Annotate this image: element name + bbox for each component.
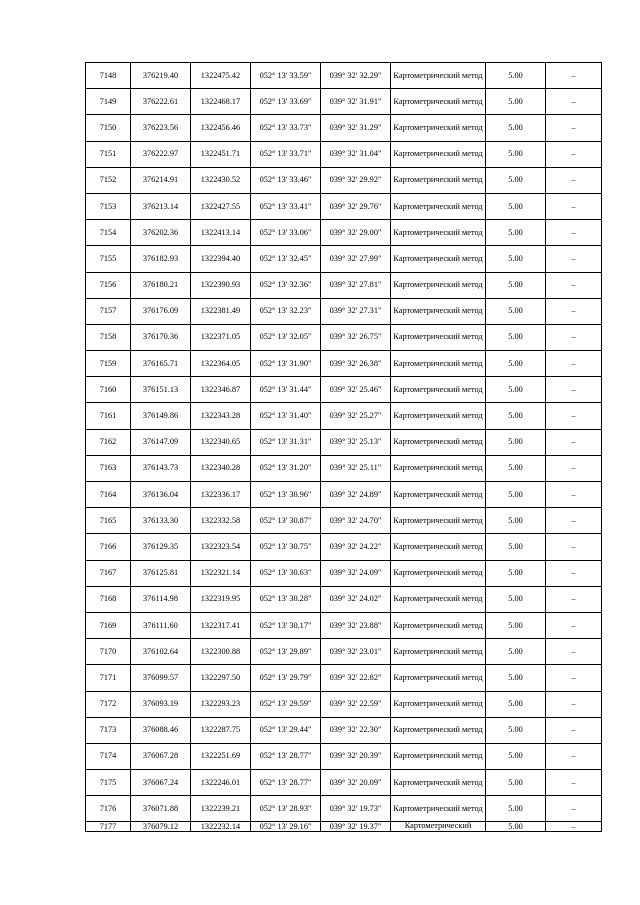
latitude-cell: 052° 13' 28.93" (251, 796, 321, 822)
latitude-cell: 052° 13' 30.63" (251, 560, 321, 586)
latitude-cell: 052° 13' 28.77" (251, 770, 321, 796)
x-coordinate-cell: 376147.09 (131, 429, 191, 455)
method-cell: Картометрический метод (391, 89, 486, 115)
x-coordinate-cell: 376213.14 (131, 193, 191, 219)
x-coordinate-cell: 376222.97 (131, 141, 191, 167)
x-coordinate-cell: 376219.40 (131, 63, 191, 89)
y-coordinate-cell: 1322381.49 (191, 298, 251, 324)
point-number-cell: 7174 (86, 743, 131, 769)
note-cell: – (546, 89, 602, 115)
table-row (86, 534, 602, 560)
point-number-cell: 7170 (86, 639, 131, 665)
accuracy-cell: 5.00 (486, 508, 546, 534)
note-cell: – (546, 63, 602, 89)
longitude-cell: 039° 32' 27.31" (321, 298, 391, 324)
x-coordinate-cell: 376102.64 (131, 639, 191, 665)
longitude-cell: 039° 32' 19.73" (321, 796, 391, 822)
y-coordinate-cell: 1322371.05 (191, 324, 251, 350)
point-number-cell: 7177 (86, 822, 131, 832)
method-cell: Картометрический (391, 822, 486, 832)
x-coordinate-cell: 376151.13 (131, 377, 191, 403)
table-row (86, 429, 602, 455)
accuracy-cell: 5.00 (486, 482, 546, 508)
x-coordinate-cell: 376176.09 (131, 298, 191, 324)
point-number-cell: 7151 (86, 141, 131, 167)
table-row (86, 560, 602, 586)
y-coordinate-cell: 1322287.75 (191, 717, 251, 743)
method-cell: Картометрический метод (391, 63, 486, 89)
method-cell: Картометрический метод (391, 377, 486, 403)
note-cell: – (546, 351, 602, 377)
longitude-cell: 039° 32' 22.59" (321, 691, 391, 717)
latitude-cell: 052° 13' 28.77" (251, 743, 321, 769)
longitude-cell: 039° 32' 31.04" (321, 141, 391, 167)
accuracy-cell: 5.00 (486, 298, 546, 324)
accuracy-cell: 5.00 (486, 324, 546, 350)
table-row (86, 351, 602, 377)
accuracy-cell: 5.00 (486, 691, 546, 717)
accuracy-cell: 5.00 (486, 89, 546, 115)
method-cell: Картометрический метод (391, 298, 486, 324)
latitude-cell: 052° 13' 31.44" (251, 377, 321, 403)
method-cell: Картометрический метод (391, 534, 486, 560)
note-cell: – (546, 246, 602, 272)
y-coordinate-cell: 1322300.88 (191, 639, 251, 665)
x-coordinate-cell: 376182.93 (131, 246, 191, 272)
longitude-cell: 039° 32' 25.13" (321, 429, 391, 455)
method-cell: Картометрический метод (391, 665, 486, 691)
point-number-cell: 7157 (86, 298, 131, 324)
note-cell: – (546, 639, 602, 665)
table-row (86, 665, 602, 691)
accuracy-cell: 5.00 (486, 612, 546, 638)
table-row (86, 717, 602, 743)
latitude-cell: 052° 13' 29.16" (251, 822, 321, 832)
y-coordinate-cell: 1322475.42 (191, 63, 251, 89)
note-cell: – (546, 272, 602, 298)
point-number-cell: 7152 (86, 167, 131, 193)
table-row (86, 796, 602, 822)
accuracy-cell: 5.00 (486, 246, 546, 272)
accuracy-cell: 5.00 (486, 429, 546, 455)
point-number-cell: 7159 (86, 351, 131, 377)
note-cell: – (546, 193, 602, 219)
latitude-cell: 052° 13' 29.44" (251, 717, 321, 743)
method-cell: Картометрический метод (391, 586, 486, 612)
point-number-cell: 7163 (86, 455, 131, 481)
method-cell: Картометрический метод (391, 115, 486, 141)
latitude-cell: 052° 13' 33.69" (251, 89, 321, 115)
x-coordinate-cell: 376114.98 (131, 586, 191, 612)
longitude-cell: 039° 32' 31.91" (321, 89, 391, 115)
point-number-cell: 7169 (86, 612, 131, 638)
table-row (86, 167, 602, 193)
method-cell: Картометрический метод (391, 455, 486, 481)
note-cell: – (546, 822, 602, 832)
note-cell: – (546, 324, 602, 350)
point-number-cell: 7156 (86, 272, 131, 298)
table-row (86, 272, 602, 298)
method-cell: Картометрический метод (391, 770, 486, 796)
x-coordinate-cell: 376133.30 (131, 508, 191, 534)
point-number-cell: 7168 (86, 586, 131, 612)
note-cell: – (546, 796, 602, 822)
y-coordinate-cell: 1322232.14 (191, 822, 251, 832)
longitude-cell: 039° 32' 32.29" (321, 63, 391, 89)
latitude-cell: 052° 13' 31.40" (251, 403, 321, 429)
note-cell: – (546, 534, 602, 560)
table-row (86, 89, 602, 115)
longitude-cell: 039° 32' 25.46" (321, 377, 391, 403)
x-coordinate-cell: 376067.24 (131, 770, 191, 796)
table-row (86, 508, 602, 534)
y-coordinate-cell: 1322390.93 (191, 272, 251, 298)
method-cell: Картометрический метод (391, 272, 486, 298)
note-cell: – (546, 377, 602, 403)
note-cell: – (546, 298, 602, 324)
latitude-cell: 052° 13' 32.36" (251, 272, 321, 298)
longitude-cell: 039° 32' 20.09" (321, 770, 391, 796)
method-cell: Картометрический метод (391, 482, 486, 508)
accuracy-cell: 5.00 (486, 193, 546, 219)
longitude-cell: 039° 32' 22.82" (321, 665, 391, 691)
point-number-cell: 7176 (86, 796, 131, 822)
x-coordinate-cell: 376093.19 (131, 691, 191, 717)
table-row (86, 612, 602, 638)
point-number-cell: 7155 (86, 246, 131, 272)
x-coordinate-cell: 376071.88 (131, 796, 191, 822)
longitude-cell: 039° 32' 24.89" (321, 482, 391, 508)
table-row (86, 482, 602, 508)
latitude-cell: 052° 13' 29.79" (251, 665, 321, 691)
method-cell: Картометрический метод (391, 639, 486, 665)
table-row (86, 115, 602, 141)
longitude-cell: 039° 32' 27.81" (321, 272, 391, 298)
y-coordinate-cell: 1322340.28 (191, 455, 251, 481)
point-number-cell: 7162 (86, 429, 131, 455)
accuracy-cell: 5.00 (486, 403, 546, 429)
point-number-cell: 7148 (86, 63, 131, 89)
longitude-cell: 039° 32' 24.70" (321, 508, 391, 534)
y-coordinate-cell: 1322394.40 (191, 246, 251, 272)
longitude-cell: 039° 32' 29.92" (321, 167, 391, 193)
table-body (86, 63, 602, 832)
x-coordinate-cell: 376136.04 (131, 482, 191, 508)
x-coordinate-cell: 376125.81 (131, 560, 191, 586)
latitude-cell: 052° 13' 32.23" (251, 298, 321, 324)
latitude-cell: 052° 13' 33.71" (251, 141, 321, 167)
accuracy-cell: 5.00 (486, 351, 546, 377)
x-coordinate-cell: 376143.73 (131, 455, 191, 481)
point-number-cell: 7158 (86, 324, 131, 350)
longitude-cell: 039° 32' 25.27" (321, 403, 391, 429)
accuracy-cell: 5.00 (486, 272, 546, 298)
y-coordinate-cell: 1322346.87 (191, 377, 251, 403)
table-row (86, 403, 602, 429)
table-row (86, 63, 602, 89)
accuracy-cell: 5.00 (486, 115, 546, 141)
method-cell: Картометрический метод (391, 796, 486, 822)
x-coordinate-cell: 376099.57 (131, 665, 191, 691)
method-cell: Картометрический метод (391, 167, 486, 193)
point-number-cell: 7161 (86, 403, 131, 429)
table-row (86, 770, 602, 796)
table-row (86, 220, 602, 246)
accuracy-cell: 5.00 (486, 560, 546, 586)
table-row (86, 141, 602, 167)
latitude-cell: 052° 13' 30.87" (251, 508, 321, 534)
x-coordinate-cell: 376214.91 (131, 167, 191, 193)
y-coordinate-cell: 1322340.65 (191, 429, 251, 455)
y-coordinate-cell: 1322430.52 (191, 167, 251, 193)
point-number-cell: 7149 (86, 89, 131, 115)
longitude-cell: 039° 32' 23.88" (321, 612, 391, 638)
x-coordinate-cell: 376129.35 (131, 534, 191, 560)
latitude-cell: 052° 13' 29.59" (251, 691, 321, 717)
latitude-cell: 052° 13' 31.31" (251, 429, 321, 455)
latitude-cell: 052° 13' 33.73" (251, 115, 321, 141)
x-coordinate-cell: 376202.36 (131, 220, 191, 246)
latitude-cell: 052° 13' 32.05" (251, 324, 321, 350)
table-row (86, 246, 602, 272)
table-row (86, 455, 602, 481)
table-row (86, 691, 602, 717)
method-cell: Картометрический метод (391, 560, 486, 586)
latitude-cell: 052° 13' 30.96" (251, 482, 321, 508)
x-coordinate-cell: 376170.36 (131, 324, 191, 350)
latitude-cell: 052° 13' 33.46" (251, 167, 321, 193)
accuracy-cell: 5.00 (486, 665, 546, 691)
note-cell: – (546, 691, 602, 717)
method-cell: Картометрический метод (391, 403, 486, 429)
latitude-cell: 052° 13' 31.90" (251, 351, 321, 377)
table-row (86, 193, 602, 219)
note-cell: – (546, 743, 602, 769)
method-cell: Картометрический метод (391, 691, 486, 717)
longitude-cell: 039° 32' 26.38" (321, 351, 391, 377)
table-row (86, 324, 602, 350)
note-cell: – (546, 115, 602, 141)
note-cell: – (546, 586, 602, 612)
longitude-cell: 039° 32' 20.39" (321, 743, 391, 769)
x-coordinate-cell: 376222.61 (131, 89, 191, 115)
accuracy-cell: 5.00 (486, 796, 546, 822)
longitude-cell: 039° 32' 24.09" (321, 560, 391, 586)
y-coordinate-cell: 1322251.69 (191, 743, 251, 769)
table-row (86, 822, 602, 832)
point-number-cell: 7164 (86, 482, 131, 508)
y-coordinate-cell: 1322317.41 (191, 612, 251, 638)
latitude-cell: 052° 13' 30.28" (251, 586, 321, 612)
longitude-cell: 039° 32' 22.30" (321, 717, 391, 743)
y-coordinate-cell: 1322246.01 (191, 770, 251, 796)
point-number-cell: 7167 (86, 560, 131, 586)
latitude-cell: 052° 13' 32.45" (251, 246, 321, 272)
method-cell: Картометрический метод (391, 717, 486, 743)
note-cell: – (546, 560, 602, 586)
coordinates-table (85, 62, 602, 832)
point-number-cell: 7153 (86, 193, 131, 219)
y-coordinate-cell: 1322456.46 (191, 115, 251, 141)
point-number-cell: 7175 (86, 770, 131, 796)
latitude-cell: 052° 13' 33.59" (251, 63, 321, 89)
y-coordinate-cell: 1322293.23 (191, 691, 251, 717)
note-cell: – (546, 429, 602, 455)
note-cell: – (546, 220, 602, 246)
method-cell: Картометрический метод (391, 193, 486, 219)
note-cell: – (546, 612, 602, 638)
longitude-cell: 039° 32' 24.02" (321, 586, 391, 612)
method-cell: Картометрический метод (391, 351, 486, 377)
x-coordinate-cell: 376149.86 (131, 403, 191, 429)
note-cell: – (546, 455, 602, 481)
latitude-cell: 052° 13' 31.20" (251, 455, 321, 481)
method-cell: Картометрический метод (391, 141, 486, 167)
accuracy-cell: 5.00 (486, 822, 546, 832)
table-row (86, 743, 602, 769)
method-cell: Картометрический метод (391, 246, 486, 272)
method-cell: Картометрический метод (391, 429, 486, 455)
note-cell: – (546, 141, 602, 167)
y-coordinate-cell: 1322239.21 (191, 796, 251, 822)
y-coordinate-cell: 1322332.58 (191, 508, 251, 534)
table-row (86, 586, 602, 612)
accuracy-cell: 5.00 (486, 770, 546, 796)
point-number-cell: 7150 (86, 115, 131, 141)
longitude-cell: 039° 32' 24.22" (321, 534, 391, 560)
method-cell: Картометрический метод (391, 508, 486, 534)
longitude-cell: 039° 32' 25.11" (321, 455, 391, 481)
latitude-cell: 052° 13' 33.06" (251, 220, 321, 246)
point-number-cell: 7173 (86, 717, 131, 743)
y-coordinate-cell: 1322427.55 (191, 193, 251, 219)
longitude-cell: 039° 32' 23.01" (321, 639, 391, 665)
point-number-cell: 7160 (86, 377, 131, 403)
method-cell: Картометрический метод (391, 743, 486, 769)
table-row (86, 298, 602, 324)
point-number-cell: 7166 (86, 534, 131, 560)
longitude-cell: 039° 32' 29.00" (321, 220, 391, 246)
x-coordinate-cell: 376111.60 (131, 612, 191, 638)
latitude-cell: 052° 13' 33.41" (251, 193, 321, 219)
note-cell: – (546, 482, 602, 508)
accuracy-cell: 5.00 (486, 220, 546, 246)
note-cell: – (546, 403, 602, 429)
accuracy-cell: 5.00 (486, 717, 546, 743)
x-coordinate-cell: 376088.46 (131, 717, 191, 743)
x-coordinate-cell: 376067.28 (131, 743, 191, 769)
accuracy-cell: 5.00 (486, 377, 546, 403)
accuracy-cell: 5.00 (486, 534, 546, 560)
y-coordinate-cell: 1322451.71 (191, 141, 251, 167)
y-coordinate-cell: 1322468.17 (191, 89, 251, 115)
note-cell: – (546, 665, 602, 691)
y-coordinate-cell: 1322413.14 (191, 220, 251, 246)
latitude-cell: 052° 13' 30.17" (251, 612, 321, 638)
y-coordinate-cell: 1322321.14 (191, 560, 251, 586)
note-cell: – (546, 167, 602, 193)
note-cell: – (546, 508, 602, 534)
y-coordinate-cell: 1322323.54 (191, 534, 251, 560)
method-cell: Картометрический метод (391, 220, 486, 246)
y-coordinate-cell: 1322319.95 (191, 586, 251, 612)
accuracy-cell: 5.00 (486, 743, 546, 769)
accuracy-cell: 5.00 (486, 455, 546, 481)
y-coordinate-cell: 1322343.28 (191, 403, 251, 429)
x-coordinate-cell: 376165.71 (131, 351, 191, 377)
longitude-cell: 039° 32' 27.99" (321, 246, 391, 272)
accuracy-cell: 5.00 (486, 63, 546, 89)
latitude-cell: 052° 13' 29.89" (251, 639, 321, 665)
x-coordinate-cell: 376223.56 (131, 115, 191, 141)
point-number-cell: 7171 (86, 665, 131, 691)
accuracy-cell: 5.00 (486, 639, 546, 665)
y-coordinate-cell: 1322336.17 (191, 482, 251, 508)
note-cell: – (546, 770, 602, 796)
method-cell: Картометрический метод (391, 612, 486, 638)
accuracy-cell: 5.00 (486, 141, 546, 167)
y-coordinate-cell: 1322364.05 (191, 351, 251, 377)
accuracy-cell: 5.00 (486, 586, 546, 612)
longitude-cell: 039° 32' 26.75" (321, 324, 391, 350)
y-coordinate-cell: 1322297.50 (191, 665, 251, 691)
longitude-cell: 039° 32' 29.76" (321, 193, 391, 219)
x-coordinate-cell: 376079.12 (131, 822, 191, 832)
method-cell: Картометрический метод (391, 324, 486, 350)
point-number-cell: 7154 (86, 220, 131, 246)
point-number-cell: 7172 (86, 691, 131, 717)
table-row (86, 377, 602, 403)
note-cell: – (546, 717, 602, 743)
accuracy-cell: 5.00 (486, 167, 546, 193)
table-row (86, 639, 602, 665)
point-number-cell: 7165 (86, 508, 131, 534)
longitude-cell: 039° 32' 19.37" (321, 822, 391, 832)
x-coordinate-cell: 376180.21 (131, 272, 191, 298)
latitude-cell: 052° 13' 30.75" (251, 534, 321, 560)
longitude-cell: 039° 32' 31.29" (321, 115, 391, 141)
